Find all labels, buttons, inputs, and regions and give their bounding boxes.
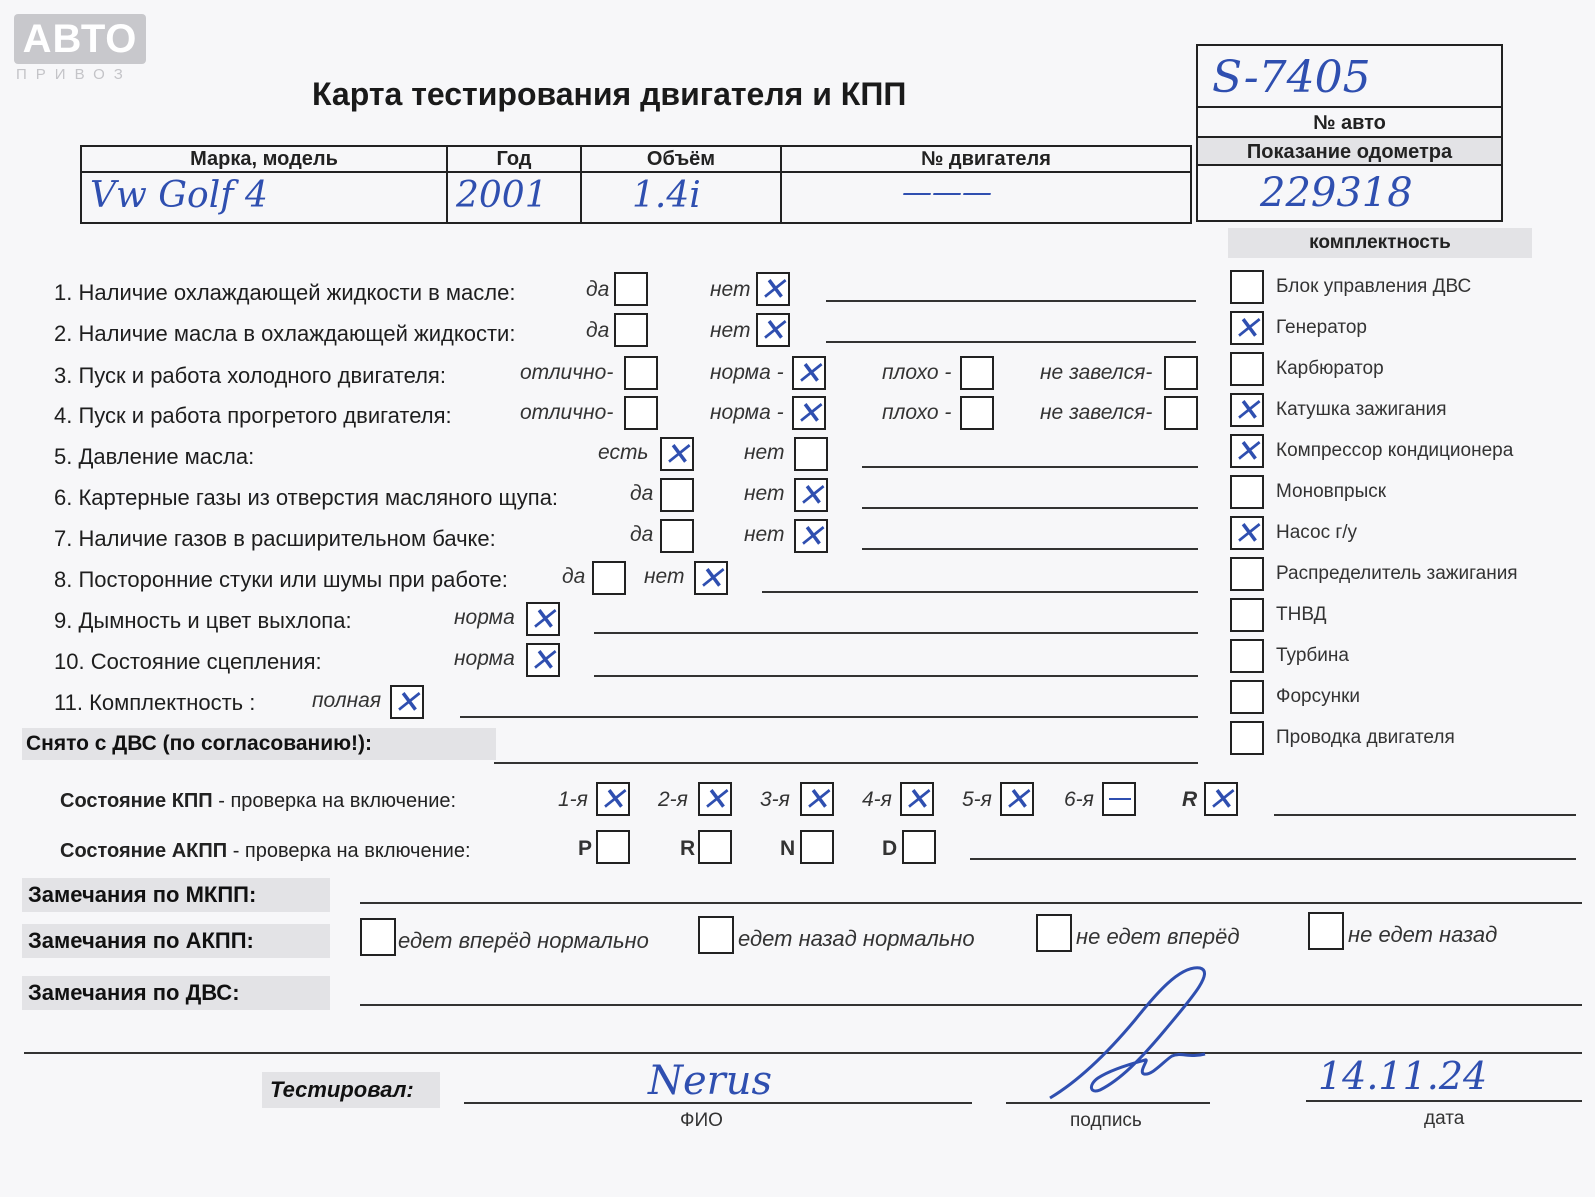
fio-line — [464, 1102, 972, 1104]
q5-opt-no-label: нет — [744, 441, 785, 464]
question-2: 2. Наличие масла в охлаждающей жидкости: — [54, 321, 516, 346]
comp-ps-pump-label: Насос г/у — [1276, 522, 1358, 543]
comp-distributor-checkbox[interactable] — [1230, 557, 1264, 591]
signature-label: подпись — [1070, 1110, 1142, 1131]
q3-bad-checkbox[interactable] — [960, 356, 994, 390]
question-1: 1. Наличие охлаждающей жидкости в масле: — [54, 280, 516, 305]
akpp-notes-line — [970, 858, 1576, 860]
q4-opt-nostart-label: не завелся- — [1040, 401, 1153, 424]
odometer-label: Показание одометра — [1198, 138, 1501, 166]
year-value: 2001 — [456, 175, 548, 216]
completeness-title: комплектность — [1228, 228, 1532, 258]
fio-label: ФИО — [680, 1110, 723, 1131]
engine-number-value: ——— — [902, 175, 992, 210]
q7-opt-yes-label: да — [630, 523, 654, 546]
kpp-gear-6-label: 6-я — [1064, 788, 1094, 811]
q1-opt-no-label: нет — [710, 278, 751, 301]
kpp-gear-2-label: 2-я — [658, 788, 688, 811]
question-5: 5. Давление масла: — [54, 444, 255, 469]
kpp-gear-5-checkbox[interactable] — [1000, 782, 1034, 816]
q2-yes-checkbox[interactable] — [614, 313, 648, 347]
akpp-forward-ok-checkbox[interactable] — [360, 918, 396, 956]
remarks-akpp-label: Замечания по АКПП: — [22, 924, 330, 958]
vehicle-number-label: № авто — [1198, 108, 1501, 138]
comp-wiring-label: Проводка двигателя — [1276, 727, 1455, 748]
q3-opt-bad-label: плохо - — [882, 361, 952, 384]
q9-opt-normal-label: норма — [454, 606, 515, 629]
comp-injection-pump-label: ТНВД — [1276, 604, 1327, 625]
q11-notes-line — [460, 716, 1198, 718]
test-date: 14.11.24 — [1318, 1054, 1488, 1098]
q3-opt-normal-label: норма - — [710, 361, 784, 384]
kpp-gear-3-label: 3-я — [760, 788, 790, 811]
q7-notes-line — [862, 548, 1198, 550]
q4-normal-checkbox[interactable] — [792, 396, 826, 430]
akpp-d-label: D — [882, 837, 898, 860]
vehicle-id-box — [1196, 44, 1503, 222]
akpp-d-checkbox[interactable] — [902, 830, 936, 864]
comp-carburetor-checkbox[interactable] — [1230, 352, 1264, 386]
akpp-p-label: P — [578, 837, 593, 860]
kpp-gear-1-label: 1-я — [558, 788, 588, 811]
q4-opt-excellent-label: отлично- — [520, 401, 614, 424]
akpp-forward-ok-label: едет вперёд нормально — [398, 928, 649, 953]
q3-nostart-checkbox[interactable] — [1164, 356, 1198, 390]
kpp-gear-r-label: R — [1182, 788, 1198, 811]
kpp-gear-4-label: 4-я — [862, 788, 892, 811]
question-3: 3. Пуск и работа холодного двигателя: — [54, 363, 446, 388]
odometer-value: 229318 — [1260, 170, 1413, 216]
logo-subtitle: ПРИВОЗ — [16, 66, 132, 83]
comp-mono-injection-checkbox[interactable] — [1230, 475, 1264, 509]
remarks-mkpp-label: Замечания по МКПП: — [22, 878, 330, 912]
volume-label: Объём — [582, 147, 780, 173]
q7-no-checkbox[interactable] — [794, 519, 828, 553]
question-10: 10. Состояние сцепления: — [54, 649, 322, 674]
question-9: 9. Дымность и цвет выхлопа: — [54, 608, 352, 633]
volume-value: 1.4i — [632, 175, 701, 216]
akpp-no-forward-label: не едет вперёд — [1076, 924, 1240, 949]
q2-notes-line — [826, 341, 1196, 343]
q6-yes-checkbox[interactable] — [660, 478, 694, 512]
q4-opt-normal-label: норма - — [710, 401, 784, 424]
q5-yes-checkbox[interactable] — [660, 437, 694, 471]
comp-mono-injection-label: Моновпрыск — [1276, 481, 1387, 502]
comp-ignition-coil-checkbox[interactable] — [1230, 393, 1264, 427]
akpp-r-checkbox[interactable] — [698, 830, 732, 864]
q5-opt-yes-label: есть — [598, 441, 649, 464]
akpp-no-reverse-label: не едет назад — [1348, 922, 1498, 947]
q8-notes-line — [762, 591, 1198, 593]
q8-opt-yes-label: да — [562, 565, 586, 588]
question-11: 11. Комплектность : — [54, 690, 256, 715]
q1-opt-yes-label: да — [586, 278, 610, 301]
q1-yes-checkbox[interactable] — [614, 272, 648, 306]
kpp-gear-5-label: 5-я — [962, 788, 992, 811]
comp-ignition-coil-label: Катушка зажигания — [1276, 399, 1447, 420]
remarks-mkpp-line — [360, 902, 1582, 904]
kpp-gear-2-checkbox[interactable] — [698, 782, 732, 816]
q6-no-checkbox[interactable] — [794, 478, 828, 512]
akpp-r-label: R — [680, 837, 696, 860]
q9-notes-line — [594, 632, 1198, 634]
q3-opt-nostart-label: не завелся- — [1040, 361, 1153, 384]
comp-wiring-checkbox[interactable] — [1230, 721, 1264, 755]
comp-ecu-label: Блок управления ДВС — [1276, 276, 1472, 297]
comp-injectors-label: Форсунки — [1276, 686, 1360, 707]
removed-notes-line — [494, 762, 1198, 764]
signature — [1040, 960, 1220, 1110]
akpp-reverse-ok-checkbox[interactable] — [698, 916, 734, 954]
question-6: 6. Картерные газы из отверстия масляного щупа: — [54, 485, 559, 510]
akpp-n-checkbox[interactable] — [800, 830, 834, 864]
vehicle-number-handwritten: S-7405 — [1212, 52, 1371, 103]
kpp-label: Состояние КПП - проверка на включение: — [60, 790, 457, 812]
comp-alternator-label: Генератор — [1276, 317, 1367, 338]
q11-opt-full-label: полная — [312, 689, 382, 712]
year-label: Год — [448, 147, 580, 173]
date-line — [1306, 1100, 1582, 1102]
removed-label: Снято с ДВС (по согласованию!): — [22, 728, 496, 760]
q11-full-checkbox[interactable] — [390, 685, 424, 719]
comp-ac-compressor-checkbox[interactable] — [1230, 434, 1264, 468]
q4-bad-checkbox[interactable] — [960, 396, 994, 430]
akpp-p-checkbox[interactable] — [596, 830, 630, 864]
comp-carburetor-label: Карбюратор — [1276, 358, 1384, 379]
akpp-no-forward-checkbox[interactable] — [1036, 914, 1072, 952]
kpp-gear-6-checkbox[interactable] — [1102, 782, 1136, 816]
question-8: 8. Посторонние стуки или шумы при работе: — [54, 567, 508, 592]
q6-opt-yes-label: да — [630, 482, 654, 505]
engine-number-label: № двигателя — [782, 147, 1190, 173]
kpp-gear-3-checkbox[interactable] — [800, 782, 834, 816]
comp-injectors-checkbox[interactable] — [1230, 680, 1264, 714]
comp-ecu-checkbox[interactable] — [1230, 270, 1264, 304]
q4-excellent-checkbox[interactable] — [624, 396, 658, 430]
q1-no-checkbox[interactable] — [756, 272, 790, 306]
q6-notes-line — [862, 507, 1198, 509]
q4-opt-bad-label: плохо - — [882, 401, 952, 424]
q6-opt-no-label: нет — [744, 482, 785, 505]
logo: АВТО — [14, 14, 146, 64]
q8-no-checkbox[interactable] — [694, 561, 728, 595]
tested-by-label: Тестировал: — [262, 1072, 440, 1108]
comp-ps-pump-checkbox[interactable] — [1230, 516, 1264, 550]
q2-no-checkbox[interactable] — [756, 313, 790, 347]
q5-notes-line — [862, 466, 1198, 468]
comp-ac-compressor-label: Компрессор кондиционера — [1276, 440, 1514, 461]
comp-distributor-label: Распределитель зажигания — [1276, 563, 1518, 584]
tester-name: Nerus — [648, 1058, 773, 1104]
kpp-gear-r-checkbox[interactable] — [1204, 782, 1238, 816]
vehicle-header-table — [80, 145, 1192, 224]
comp-injection-pump-checkbox[interactable] — [1230, 598, 1264, 632]
q3-excellent-checkbox[interactable] — [624, 356, 658, 390]
signature-line — [1006, 1102, 1210, 1104]
q3-opt-excellent-label: отлично- — [520, 361, 614, 384]
q2-opt-no-label: нет — [710, 319, 751, 342]
make-model-value: Vw Golf 4 — [90, 175, 268, 216]
q10-notes-line — [594, 675, 1198, 677]
akpp-no-reverse-checkbox[interactable] — [1308, 912, 1344, 950]
q7-yes-checkbox[interactable] — [660, 519, 694, 553]
kpp-notes-line — [1274, 814, 1576, 816]
q7-opt-no-label: нет — [744, 523, 785, 546]
q2-opt-yes-label: да — [586, 319, 610, 342]
kpp-gear-4-checkbox[interactable] — [900, 782, 934, 816]
question-7: 7. Наличие газов в расширительном бачке: — [54, 526, 496, 551]
comp-turbo-checkbox[interactable] — [1230, 639, 1264, 673]
page-title: Карта тестирования двигателя и КПП — [312, 76, 907, 112]
make-model-label: Марка, модель — [82, 147, 446, 173]
date-label: дата — [1424, 1108, 1465, 1129]
q1-notes-line — [826, 300, 1196, 302]
akpp-n-label: N — [780, 837, 796, 860]
comp-alternator-checkbox[interactable] — [1230, 311, 1264, 345]
remarks-dvs-line — [360, 1004, 1582, 1006]
q10-normal-checkbox[interactable] — [526, 643, 560, 677]
akpp-label: Состояние АКПП - проверка на включение: — [60, 840, 471, 862]
q3-normal-checkbox[interactable] — [792, 356, 826, 390]
q10-opt-normal-label: норма — [454, 647, 515, 670]
akpp-reverse-ok-label: едет назад нормально — [738, 926, 975, 951]
comp-turbo-label: Турбина — [1276, 645, 1349, 666]
q9-normal-checkbox[interactable] — [526, 602, 560, 636]
q8-opt-no-label: нет — [644, 565, 685, 588]
remarks-dvs-label: Замечания по ДВС: — [22, 976, 330, 1010]
q5-no-checkbox[interactable] — [794, 437, 828, 471]
q8-yes-checkbox[interactable] — [592, 561, 626, 595]
q4-nostart-checkbox[interactable] — [1164, 396, 1198, 430]
question-4: 4. Пуск и работа прогретого двигателя: — [54, 403, 452, 428]
kpp-gear-1-checkbox[interactable] — [596, 782, 630, 816]
